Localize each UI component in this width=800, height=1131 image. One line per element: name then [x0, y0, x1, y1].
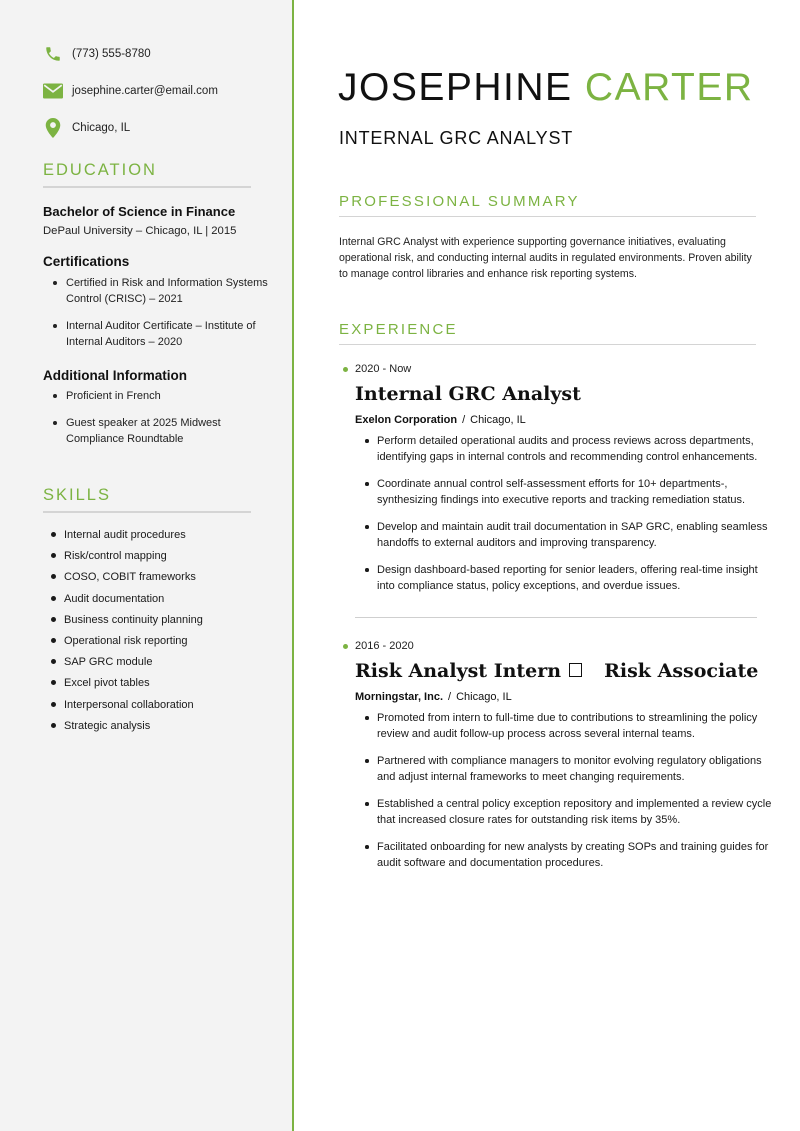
skill-item: Business continuity planning [50, 613, 203, 634]
contact-phone [43, 44, 151, 64]
skill-item: SAP GRC module [50, 655, 203, 676]
company-location: Chicago, IL [456, 691, 512, 703]
summary-text: Internal GRC Analyst with experience supporting governance initiatives, evaluating operational risk, and conducting internal audits in regulated environments. Proven ability to manage control libraries and enhance risk reporting systems. [339, 236, 752, 280]
contact-location [43, 118, 130, 138]
phone-text: (773) 555-8780 [72, 48, 151, 60]
company-location: Chicago, IL [470, 414, 526, 426]
placeholder-box-icon [569, 663, 582, 677]
skill-item: Interpersonal collaboration [50, 698, 203, 719]
timeline-dot-icon [343, 367, 348, 372]
list-item: Develop and maintain audit trail documentation in SAP GRC, enabling seamless handoffs to external auditors and improving transparency. [365, 519, 775, 551]
job-bullets [365, 710, 775, 882]
list-item: Design dashboard-based reporting for senior leaders, offering real-time insight into compliance status, policy exceptions, and overdue issues. [365, 562, 775, 594]
separator: / [462, 414, 466, 426]
list-item: Certified in Risk and Information Systems Control (CRISC) – 2021 [53, 275, 273, 307]
job-dates-text: 2020 - Now [355, 363, 412, 375]
list-item: Established a central policy exception repository and implemented a review cycle that increased closure rates for outstanding risk items by 35%. [365, 796, 775, 828]
job-title-current: Risk Associate [604, 660, 759, 682]
skill-item: Excel pivot tables [50, 676, 203, 697]
job-title-previous: Risk Analyst Intern [355, 660, 562, 682]
location-pin-icon [43, 118, 63, 138]
list-item: Proficient in French [53, 388, 273, 404]
job-dates [343, 640, 414, 652]
skill-item: Internal audit procedures [50, 528, 203, 549]
list-item: Internal Auditor Certificate – Institute of Internal Auditors – 2020 [53, 318, 273, 350]
contact-email [43, 81, 218, 101]
experience-heading: EXPERIENCE [339, 321, 756, 345]
additional-info-heading: Additional Information [43, 368, 187, 383]
skills-heading: SKILLS [43, 486, 251, 513]
location-text: Chicago, IL [72, 122, 131, 134]
email-icon [43, 81, 63, 101]
company-line [355, 691, 512, 703]
list-item: Guest speaker at 2025 Midwest Compliance Roundtable [53, 415, 273, 447]
phone-icon [43, 44, 63, 64]
skill-item: Operational risk reporting [50, 634, 203, 655]
certifications-list [53, 275, 273, 361]
summary-heading: PROFESSIONAL SUMMARY [339, 193, 756, 217]
email-link[interactable]: josephine.carter@email.com [72, 85, 218, 97]
timeline-dot-icon [343, 644, 348, 649]
sidebar [0, 0, 294, 1131]
skill-item: Strategic analysis [50, 719, 203, 740]
skills-list [50, 528, 203, 740]
list-item: Facilitated onboarding for new analysts by creating SOPs and training guides for audit software and documentation procedures. [365, 839, 775, 871]
list-item: Coordinate annual control self-assessment efforts for 10+ departments-, synthesizing findings into executive reports and tracking remediation status. [365, 476, 775, 508]
divider [355, 617, 757, 618]
candidate-name [338, 66, 754, 110]
job-title: Internal GRC Analyst [355, 383, 581, 405]
job-title [355, 660, 758, 682]
list-item: Partnered with compliance managers to monitor evolving regulatory obligations and adjust internal frameworks to meet changing requirements. [365, 753, 775, 785]
education-heading: EDUCATION [43, 161, 251, 188]
job-bullets [365, 433, 775, 605]
job-title: INTERNAL GRC ANALYST [339, 128, 574, 148]
list-item: Promoted from intern to full-time due to contributions to streamlining the policy review and audit follow-up process across several internal teams. [365, 710, 775, 742]
education-school: DePaul University – Chicago, IL | 2015 [43, 225, 237, 237]
education-degree: Bachelor of Science in Finance [43, 204, 236, 219]
last-name: CARTER [584, 66, 754, 109]
first-name: JOSEPHINE [338, 66, 573, 109]
job-dates-text: 2016 - 2020 [355, 640, 414, 652]
list-item: Perform detailed operational audits and process reviews across departments, identifying gaps in internal controls and recommending control enhancements. [365, 433, 775, 465]
skill-item: COSO, COBIT frameworks [50, 570, 203, 591]
company-line [355, 414, 526, 426]
certifications-heading: Certifications [43, 254, 130, 269]
job-dates [343, 363, 411, 375]
additional-info-list [53, 388, 273, 458]
skill-item: Risk/control mapping [50, 549, 203, 570]
company-name: Morningstar, Inc. [355, 691, 444, 703]
company-name: Exelon Corporation [355, 414, 458, 426]
separator: / [448, 691, 452, 703]
skill-item: Audit documentation [50, 592, 203, 613]
